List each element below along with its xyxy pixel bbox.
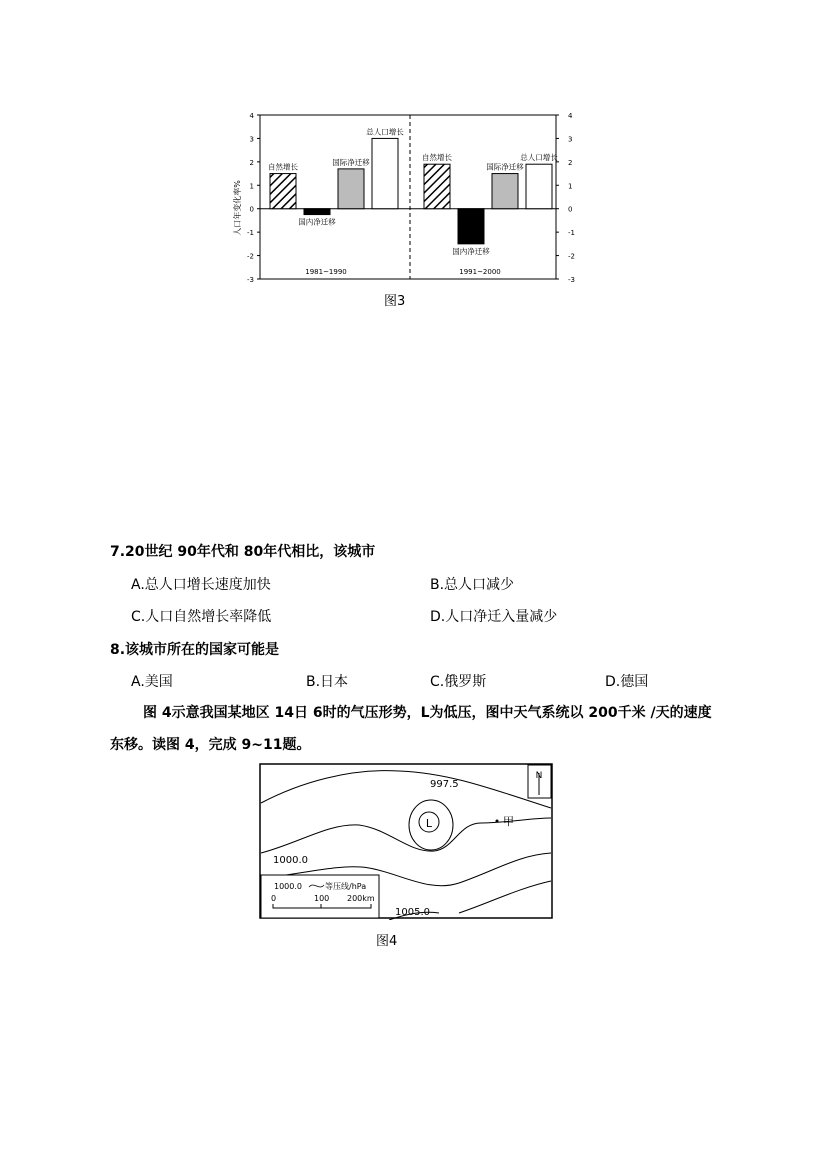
bar-0-0: [270, 174, 296, 209]
figure3-chart: [228, 108, 578, 288]
question-8-option-b[interactable]: B.日本: [306, 674, 349, 690]
y-tick-label-left: -3: [247, 276, 254, 284]
bar-0-2: [338, 169, 364, 209]
scale-200: 200km: [347, 894, 375, 903]
y-tick-label-right: 2: [568, 158, 573, 167]
bar-label: 国际净迁移: [332, 157, 370, 167]
y-tick-label-left: 4: [249, 112, 254, 120]
bar-label: 自然增长: [422, 153, 452, 163]
y-tick-label-left: 0: [249, 205, 254, 214]
isobar-label-997-5: 997.5: [430, 779, 459, 790]
point-jia-dot: [496, 820, 499, 823]
bar-label: 自然增长: [268, 162, 298, 172]
question-8-option-c[interactable]: C.俄罗斯: [430, 674, 487, 690]
bar-label: 国际净迁移: [486, 162, 524, 172]
low-pressure-label: L: [425, 817, 433, 830]
intro-line-2: 东移。读图 4，完成 9~11题。: [110, 737, 311, 753]
isobar-label-1005-0: 1005.0: [395, 907, 430, 918]
chart-bars: [270, 138, 552, 243]
point-jia-label: 甲: [503, 815, 514, 828]
y-tick-label-left: 2: [249, 158, 254, 167]
y-axis-label: 人口年变化率%: [233, 180, 242, 236]
figure3-caption: 图3: [384, 294, 406, 309]
bar-1-1: [458, 209, 484, 244]
question-7-option-b[interactable]: B.总人口减少: [430, 577, 515, 593]
bar-1-2: [492, 174, 518, 209]
question-7-option-d[interactable]: D.人口净迁入量减少: [430, 609, 558, 625]
question-7-option-a[interactable]: A.总人口增长速度加快: [131, 577, 271, 593]
scale-0: 0: [271, 894, 277, 903]
y-tick-label-right: -1: [568, 229, 575, 238]
y-tick-label-left: -2: [247, 252, 254, 261]
bar-label: 国内净迁移: [298, 217, 336, 227]
scale-100: 100: [314, 894, 330, 903]
bar-label: 总人口增长: [366, 127, 404, 137]
period-label: 1981~1990: [305, 268, 347, 276]
bar-label: 总人口增长: [520, 153, 558, 163]
figure4-caption: 图4: [376, 934, 398, 949]
y-tick-label-right: -3: [568, 276, 575, 284]
question-7-stem: 7.20世纪 90年代和 80年代相比，该城市: [110, 544, 376, 560]
question-7-option-c[interactable]: C.人口自然增长率降低: [131, 609, 272, 625]
y-tick-label-left: 1: [249, 182, 254, 191]
bar-0-3: [372, 138, 398, 208]
intro-line-1: 图 4示意我国某地区 14日 6时的气压形势，L为低压，图中天气系统以 200千米 /天的速度: [143, 705, 712, 721]
question-8-option-d[interactable]: D.德国: [605, 674, 649, 690]
y-tick-label-right: 3: [568, 135, 573, 144]
bar-label: 国内净迁移: [452, 246, 490, 256]
legend-isobar-text: 等压线/hPa: [325, 882, 367, 891]
legend-isobar-value: 1000.0: [274, 882, 302, 891]
period-label: 1991~2000: [459, 268, 501, 276]
y-tick-label-right: 4: [568, 112, 573, 120]
y-tick-label-right: 1: [568, 182, 573, 191]
isobar-label-1000-0: 1000.0: [273, 855, 308, 866]
y-tick-label-left: 3: [249, 135, 254, 144]
bar-1-3: [526, 164, 552, 209]
bar-1-0: [424, 164, 450, 209]
question-8-stem: 8.该城市所在的国家可能是: [110, 642, 280, 658]
north-label: N: [535, 771, 543, 781]
bar-0-1: [304, 209, 330, 215]
y-tick-label-right: -2: [568, 252, 575, 261]
y-tick-label-left: -1: [247, 229, 254, 238]
question-8-option-a[interactable]: A.美国: [131, 674, 173, 690]
figure4-map: [259, 763, 554, 920]
y-tick-label-right: 0: [568, 205, 573, 214]
